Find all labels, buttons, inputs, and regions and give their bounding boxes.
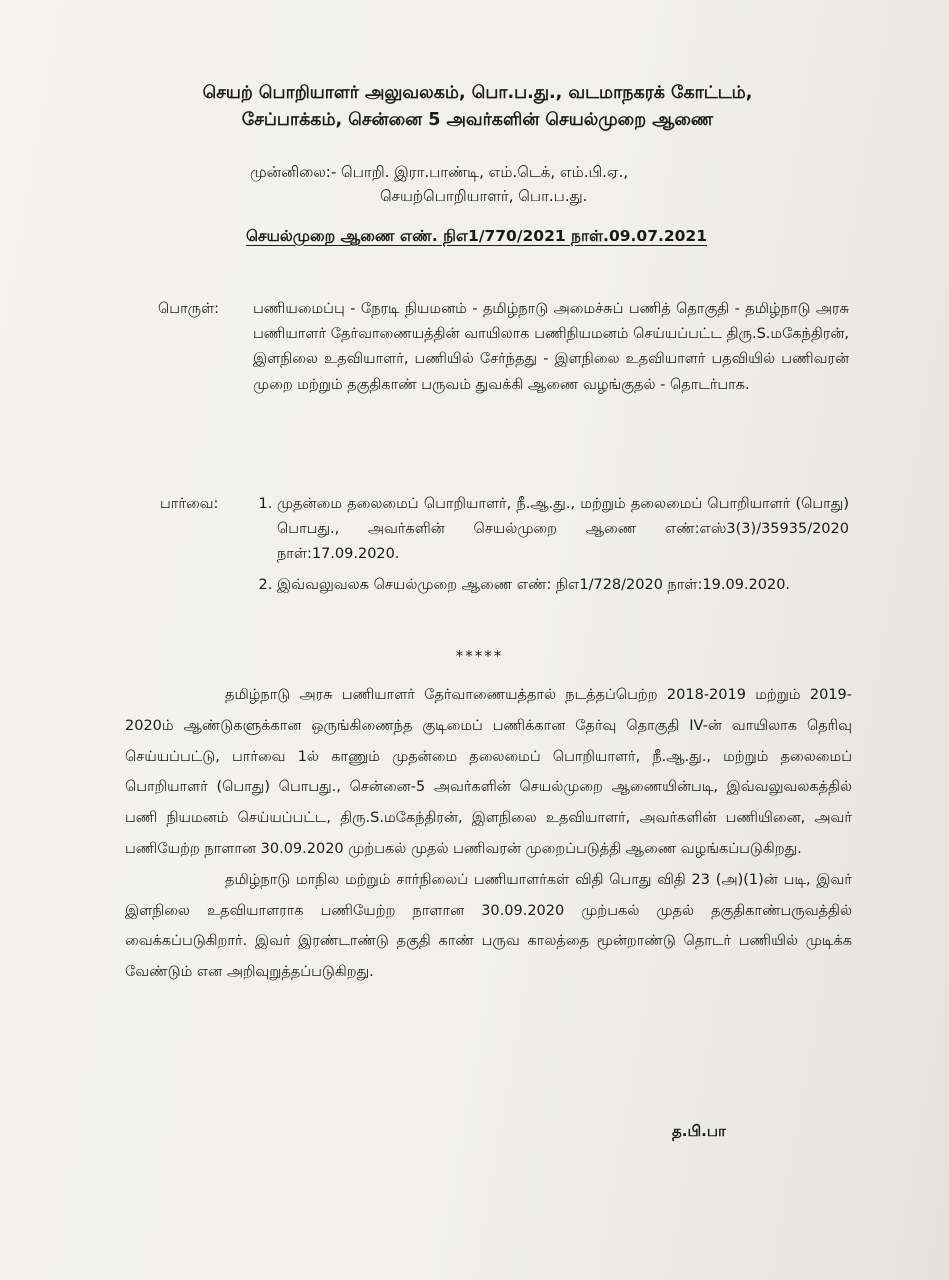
separator: ***** [455,647,504,665]
header-line-1: செயற் பொறியாளர் அலுவலகம், பொ.ப.து., வடமாநகரக் கோட்டம், [202,83,753,103]
body-paragraph-1: தமிழ்நாடு அரசு பணியாளர் தேர்வாணையத்தால் நடத்தப்பெற்ற 2018-2019 மற்றும் 2019-2020ம் ஆண்டுகளுக்கான ஒருங்கிணைந்த குடிமைப் பணிக்கான தேர்வு தொகுதி IV-ன் வாயிலாக தெரிவு செய்யப்பட்டு, பார்வை 1ல் காணும் முதன்மை தலைமைப் பொறியாளர், நீ.ஆ.து., மற்றும் தலைமைப் பொறியாளர் (பொது) பொபது., சென்னை-5 அவர்களின் செயல்முறை ஆணையின்படி, இவ்வலுவலகத்தில் பணி நியமனம் செய்யப்பட்ட, திரு.S.மகேந்திரன், இளநிலை உதவியாளர், அவர்களின் பணியினை, அவர் பணியேற்ற நாளான 30.09.2020 முற்பகல் முதல் பணிவரன் முறைப்படுத்தி ஆணை வழங்கப்படுகிறது. [125,687,852,857]
presence-block [250,160,889,208]
subject-block [158,297,849,398]
body-paragraph-2: தமிழ்நாடு மாநில மற்றும் சார்நிலைப் பணியாளர்கள் விதி பொது விதி 23 (அ)(1)ன் படி, இவர் இளநிலை உதவியாளராக பணியேற்ற நாளான 30.09.2020 முற்பகல் முதல் தகுதிகாண்பருவத்தில் வைக்கப்படுகிறார். இவர் இரண்டாண்டு தகுதி காண் பருவ காலத்தை மூன்றாண்டு தொடர் பணியில் முடிக்க வேண்டும் என அறிவுறுத்தப்படுகிறது. [125,871,852,981]
reference-label: பார்வை: [160,496,219,512]
presence-line-2: செயற்பொறியாளர், பொ.ப.து. [380,187,588,205]
order-number-text: செயல்முறை ஆணை எண். நிஎ1/770/2021 நாள்.09.07.2021 [245,227,708,245]
reference-item: 1. முதன்மை தலைமைப் பொறியாளர், நீ.ஆ.து., மற்றும் தலைமைப் பொறியாளர் (பொது) பொபது., அவர்களின் செயல்முறை ஆணை எண்:எஸ்3(3)/35935/2020 நாள்:17.09.2020. [277,492,849,568]
reference-list [255,492,849,603]
subject-label: பொருள்: [158,301,220,317]
subject-text: பணியமைப்பு - நேரடி நியமனம் - தமிழ்நாடு அமைச்சுப் பணித் தொகுதி - தமிழ்நாடு அரசு பணியாளர் தேர்வாணையத்தின் வாயிலாக பணிநியமனம் செய்யப்பட்ட திரு.S.மகேந்திரன், இளநிலை உதவியாளர், பணியில் சேர்ந்தது - இளநிலை உதவியாளர் பதவியில் பணிவரன் முறை மற்றும் தகுதிகாண் பருவம் துவக்கி ஆணை வழங்குதல் - தொடர்பாக. [253,301,849,393]
reference-item: 2. இவ்வலுவலக செயல்முறை ஆணை எண்: நிஎ1/728/2020 நாள்:19.09.2020. [277,573,849,598]
reference-block [160,492,849,603]
presence-line-1: முன்னிலை:- பொறி. இரா.பாண்டி, எம்.டெக், எம்.பி.ஏ., [250,163,629,181]
header-line-2: சேப்பாக்கம், சென்னை 5 அவர்களின் செயல்முறை ஆணை [241,110,714,130]
order-number [0,227,949,247]
order-body [125,680,852,988]
signature-abbrev: த.பி.பா [672,1122,726,1140]
office-header [0,80,949,134]
